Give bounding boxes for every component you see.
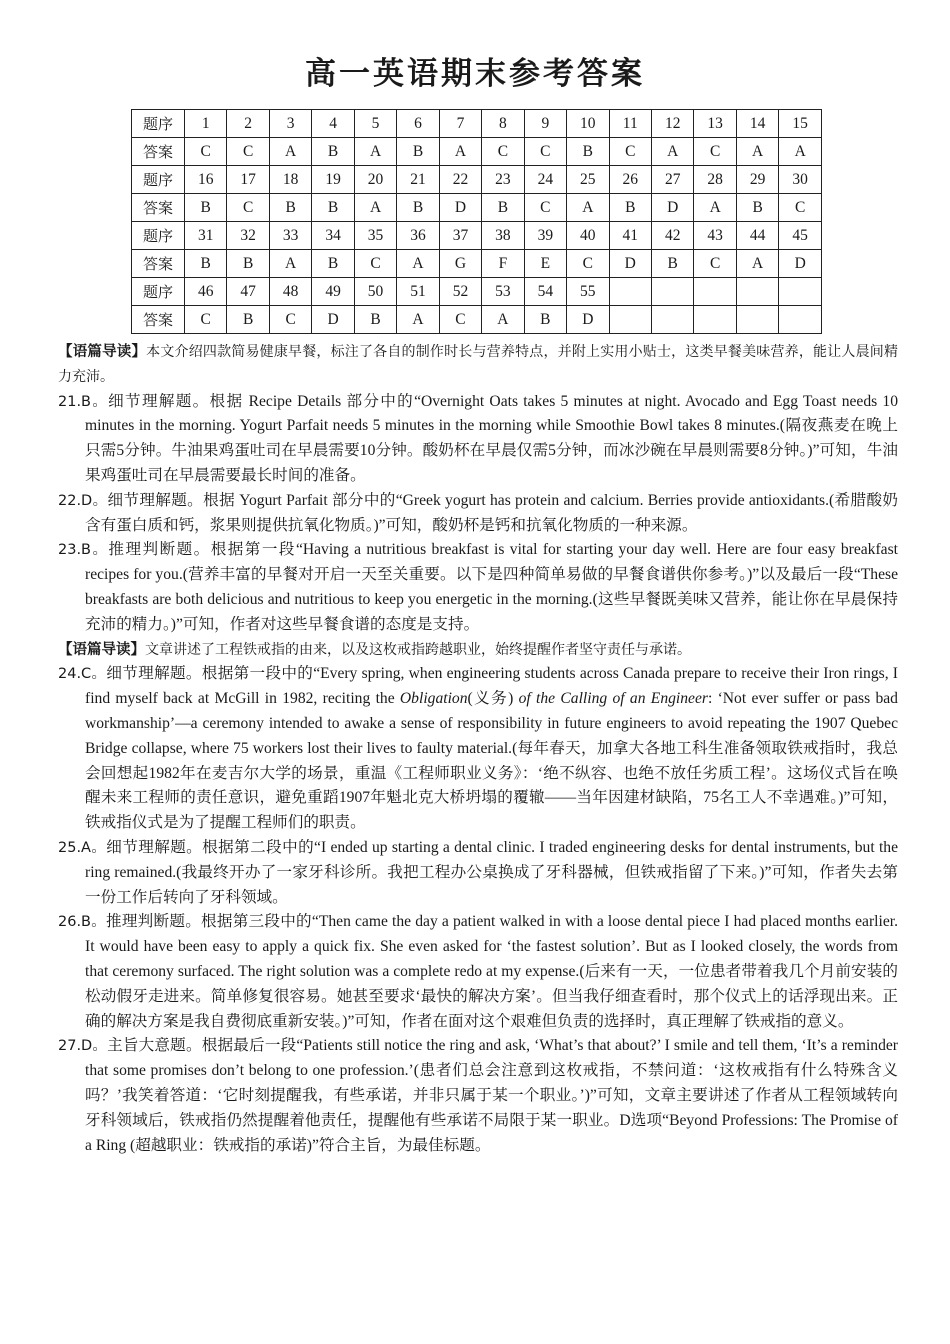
question-number-cell: 49 [312, 278, 354, 306]
question-number-cell: 34 [312, 222, 354, 250]
answer-cell: C [694, 138, 736, 166]
explanation-text: 细节理解题。根据第一段中的“Every spring, when engineering students across Canada prepare to receive their Iron rings, I find myself back at McGill in 1982, reciting the [85, 665, 899, 708]
question-number-cell: 30 [779, 166, 822, 194]
question-number-cell: 46 [185, 278, 227, 306]
answer-cell: A [482, 306, 524, 334]
answer-cell: C [694, 250, 736, 278]
answer-cell: A [567, 194, 609, 222]
question-number-cell: 40 [567, 222, 609, 250]
question-number-cell [779, 278, 822, 306]
question-number-cell: 28 [694, 166, 736, 194]
guide-tag: 【语篇导读】 [58, 641, 145, 658]
explanation-26 [58, 910, 898, 1034]
explanation-22 [58, 489, 898, 539]
answer-cell: D [609, 250, 651, 278]
answer-cell: B [312, 194, 354, 222]
answer-cell: B [185, 194, 227, 222]
answer-cell: C [482, 138, 524, 166]
question-number-cell: 50 [354, 278, 396, 306]
question-number-cell: 51 [397, 278, 439, 306]
answer-number: 26.B。 [58, 914, 106, 931]
question-number-cell: 8 [482, 110, 524, 138]
answer-cell: C [609, 138, 651, 166]
passage-guide-2 [58, 638, 898, 663]
answer-cell: A [736, 250, 778, 278]
answer-cell: C [354, 250, 396, 278]
answer-cell: B [227, 306, 269, 334]
answer-cell: F [482, 250, 524, 278]
question-header-cell: 题序 [132, 166, 185, 194]
question-header-cell: 题序 [132, 222, 185, 250]
answer-cell: C [269, 306, 311, 334]
question-number-cell: 36 [397, 222, 439, 250]
answer-cell: B [567, 138, 609, 166]
answer-cell: A [779, 138, 822, 166]
answer-cell: A [397, 306, 439, 334]
answer-number: 27.D。 [58, 1038, 108, 1055]
question-number-cell [651, 278, 693, 306]
answer-cell: G [439, 250, 481, 278]
explanations [58, 340, 898, 1158]
question-number-cell: 21 [397, 166, 439, 194]
question-number-cell: 13 [694, 110, 736, 138]
passage-guide-1 [58, 340, 898, 390]
answer-header-cell: 答案 [132, 138, 185, 166]
explanation-text: (义务) [467, 690, 519, 708]
question-number-row [132, 222, 822, 250]
answer-cell: C [439, 306, 481, 334]
question-header-cell: 题序 [132, 110, 185, 138]
answer-cell: B [609, 194, 651, 222]
question-number-cell: 7 [439, 110, 481, 138]
question-number-cell [609, 278, 651, 306]
question-number-cell: 17 [227, 166, 269, 194]
question-number-cell: 44 [736, 222, 778, 250]
question-number-cell: 6 [397, 110, 439, 138]
question-number-cell: 10 [567, 110, 609, 138]
question-number-cell: 3 [269, 110, 311, 138]
question-number-cell: 45 [779, 222, 822, 250]
question-number-cell: 47 [227, 278, 269, 306]
answer-number: 25.A。 [58, 839, 107, 856]
answer-cell: D [651, 194, 693, 222]
guide-text: 本文介绍四款简易健康早餐，标注了各自的制作时长与营养特点，并附上实用小贴士，这类早餐美味营养，能让人晨间精力充沛。 [58, 344, 898, 385]
answer-cell [779, 306, 822, 334]
answer-cell: B [482, 194, 524, 222]
question-number-cell: 5 [354, 110, 396, 138]
answer-cell [694, 306, 736, 334]
answer-cell: A [651, 138, 693, 166]
question-number-cell: 26 [609, 166, 651, 194]
answer-cell: B [736, 194, 778, 222]
answer-cell: A [736, 138, 778, 166]
question-number-cell: 35 [354, 222, 396, 250]
guide-text: 文章讲述了工程铁戒指的由来，以及这枚戒指跨越职业，始终提醒作者坚守责任与承诺。 [145, 641, 691, 658]
question-number-cell: 19 [312, 166, 354, 194]
answer-cell: B [651, 250, 693, 278]
explanation-27 [58, 1034, 898, 1158]
answer-cell: C [227, 194, 269, 222]
answer-cell: B [397, 138, 439, 166]
answer-row [132, 250, 822, 278]
explanation-24 [58, 662, 898, 836]
question-number-cell: 52 [439, 278, 481, 306]
question-number-cell: 4 [312, 110, 354, 138]
question-number-cell: 12 [651, 110, 693, 138]
answer-cell: A [397, 250, 439, 278]
question-number-cell: 23 [482, 166, 524, 194]
answer-cell: D [312, 306, 354, 334]
question-number-cell: 32 [227, 222, 269, 250]
question-number-cell: 22 [439, 166, 481, 194]
question-number-cell: 15 [779, 110, 822, 138]
answer-cell: D [567, 306, 609, 334]
answer-cell [736, 306, 778, 334]
question-header-cell: 题序 [132, 278, 185, 306]
answer-cell [609, 306, 651, 334]
explanation-italic: of the Calling of an Engineer [518, 690, 708, 708]
question-number-cell [736, 278, 778, 306]
question-number-cell: 39 [524, 222, 566, 250]
question-number-cell: 9 [524, 110, 566, 138]
question-number-cell: 42 [651, 222, 693, 250]
question-number-row [132, 166, 822, 194]
question-number-cell: 29 [736, 166, 778, 194]
answer-row [132, 194, 822, 222]
question-number-cell: 33 [269, 222, 311, 250]
answer-cell: B [397, 194, 439, 222]
explanation-25 [58, 836, 898, 910]
question-number-cell: 11 [609, 110, 651, 138]
answer-cell: C [567, 250, 609, 278]
answer-cell: B [227, 250, 269, 278]
question-number-cell: 25 [567, 166, 609, 194]
answer-number: 23.B。 [58, 542, 109, 559]
answer-cell: C [524, 138, 566, 166]
answer-cell: E [524, 250, 566, 278]
explanation-23 [58, 538, 898, 637]
answer-cell: B [269, 194, 311, 222]
answer-cell: C [524, 194, 566, 222]
answer-number: 22.D。 [58, 492, 108, 509]
question-number-cell: 27 [651, 166, 693, 194]
explanation-italic: Obligation [399, 690, 468, 708]
answer-header-cell: 答案 [132, 194, 185, 222]
answer-row [132, 138, 822, 166]
explanation-text: 细节理解题。根据 Yogurt Parfait 部分中的“Greek yogurt has protein and calcium. Berries provide antioxidants.(希腊酸奶含有蛋白质和钙，浆果则提供抗氧化物质。)”可知，酸奶杯是钙和抗氧化物质的一种来源。 [85, 491, 898, 534]
explanation-text: 推理判断题。根据第一段“Having a nutritious breakfast is vital for starting your day well. Here are four easy breakfast recipes for you.(营养丰富的早餐对开启一天至关重要。以下是四种简单易做的早餐食谱供你参考。)”以及最后一段“These breakfasts are both delicious and nutritious to keep you energetic in the morning.(这些早餐既美味又营养，能让你在早晨保持充沛的精力。)”可知，作者对这些早餐食谱的态度是支持。 [85, 541, 898, 633]
answer-cell: C [227, 138, 269, 166]
question-number-cell: 43 [694, 222, 736, 250]
question-number-cell [694, 278, 736, 306]
question-number-cell: 14 [736, 110, 778, 138]
answer-row [132, 306, 822, 334]
explanation-21 [58, 390, 898, 489]
guide-tag: 【语篇导读】 [58, 344, 147, 360]
answer-cell: B [185, 250, 227, 278]
answer-cell: A [354, 194, 396, 222]
question-number-cell: 37 [439, 222, 481, 250]
answer-header-cell: 答案 [132, 250, 185, 278]
answer-cell: A [439, 138, 481, 166]
question-number-cell: 31 [185, 222, 227, 250]
explanation-text: 细节理解题。根据 Recipe Details 部分中的“Overnight Oats takes 5 minutes at night. Avocado and Egg Toast needs 10 minutes in the morning. Yogurt Parfait needs 5 minutes in the morning while Smoothie Bowl takes 8 minutes.(隔夜燕麦在晚上只需5分钟。牛油果鸡蛋吐司在早晨需要10分钟。酸奶杯在早晨仅需5分钟，而冰沙碗在早晨则需要8分钟。)”可知，牛油果鸡蛋吐司在早晨需要最长时间的准备。 [85, 392, 899, 484]
question-number-cell: 18 [269, 166, 311, 194]
answer-cell: C [185, 306, 227, 334]
explanation-text: 主旨大意题。根据最后一段“Patients still notice the ring and ask, ‘What’s that about?’ I smile and tell them, ‘It’s a reminder that some promises don’t belong to one profession.’(患者们总会注意到这枚戒指，不禁问道：‘这枚戒指有什么特殊含义吗？’我笑着答道：‘它时刻提醒我，有些承诺，并非只属于某一个职业。’)”可知，文章主要讲述了作者从工程领域转向牙科领域后，铁戒指仍然提醒着他责任，提醒他有些承诺不局限于某一职业。D选项“Beyond Professions: The Promise of a Ring (超越职业：铁戒指的承诺)”符合主旨，为最佳标题。 [85, 1037, 898, 1154]
answer-cell: B [354, 306, 396, 334]
answer-header-cell: 答案 [132, 306, 185, 334]
question-number-cell: 24 [524, 166, 566, 194]
page-title: 高一英语期末参考答案 [305, 56, 645, 92]
answer-cell: B [312, 250, 354, 278]
answer-cell: A [269, 138, 311, 166]
answer-cell: B [524, 306, 566, 334]
question-number-cell: 54 [524, 278, 566, 306]
explanation-text: : ‘Not ever suffer or pass bad workmanship’—a ceremony intended to awake a sense of responsibility in future engineers to avoid repeating the 1907 Quebec Bridge collapse, where 75 workers lost their lives to faulty material.(每年春天，加拿大各地工科生准备领取铁戒指时，我总会回想起1982年在麦吉尔大学的场景，重温《工程师职业义务》：‘绝不纵容、也绝不放任劣质工程’。这场仪式旨在唤醒未来工程师的责任意识，避免重蹈1907年魁北克大桥坍塌的覆辙——当年因建材缺陷，75名工人不幸遇难。)”可知，铁戒指仪式是为了提醒工程师们的职责。 [85, 690, 898, 832]
answer-cell: B [312, 138, 354, 166]
answer-cell: A [354, 138, 396, 166]
answer-cell: C [185, 138, 227, 166]
question-number-cell: 53 [482, 278, 524, 306]
question-number-cell: 2 [227, 110, 269, 138]
question-number-cell: 38 [482, 222, 524, 250]
answer-number: 24.C。 [58, 666, 107, 683]
explanation-text: 细节理解题。根据第二段中的“I ended up starting a dental clinic. I traded engineering desks for dental instruments, but the ring remained.(我最终开办了一家牙科诊所。我把工程办公桌换成了牙科器械，但铁戒指留了下来。)”可知，作者失去第一份工作后转向了牙科领域。 [85, 838, 898, 906]
question-number-cell: 1 [185, 110, 227, 138]
explanation-text: 推理判断题。根据第三段中的“Then came the day a patient walked in with a loose dental piece I had placed months earlier. It would have been easy to apply a quick fix. She even asked for ‘the fastest solution’. But as I looked closely, the words from that ceremony surfaced. The right solution was a complete redo at my expense.(后来有一天，一位患者带着我几个月前安装的松动假牙走进来。简单修复很容易。她甚至要求‘最快的解决方案’。但当我仔细查看时，那个仪式上的话浮现出来。正确的解决方案是我自费彻底重新安装。)”可知，作者在面对这个艰难但负责的选择时，真正理解了铁戒指的意义。 [85, 913, 898, 1030]
answer-cell: C [779, 194, 822, 222]
question-number-cell: 16 [185, 166, 227, 194]
question-number-cell: 20 [354, 166, 396, 194]
question-number-row [132, 278, 822, 306]
answer-number: 21.B。 [58, 393, 109, 410]
answer-table [131, 109, 822, 334]
answer-cell: A [269, 250, 311, 278]
question-number-cell: 48 [269, 278, 311, 306]
answer-cell: D [439, 194, 481, 222]
question-number-cell: 55 [567, 278, 609, 306]
answer-cell: D [779, 250, 822, 278]
answer-cell: A [694, 194, 736, 222]
question-number-cell: 41 [609, 222, 651, 250]
answer-cell [651, 306, 693, 334]
question-number-row [132, 110, 822, 138]
